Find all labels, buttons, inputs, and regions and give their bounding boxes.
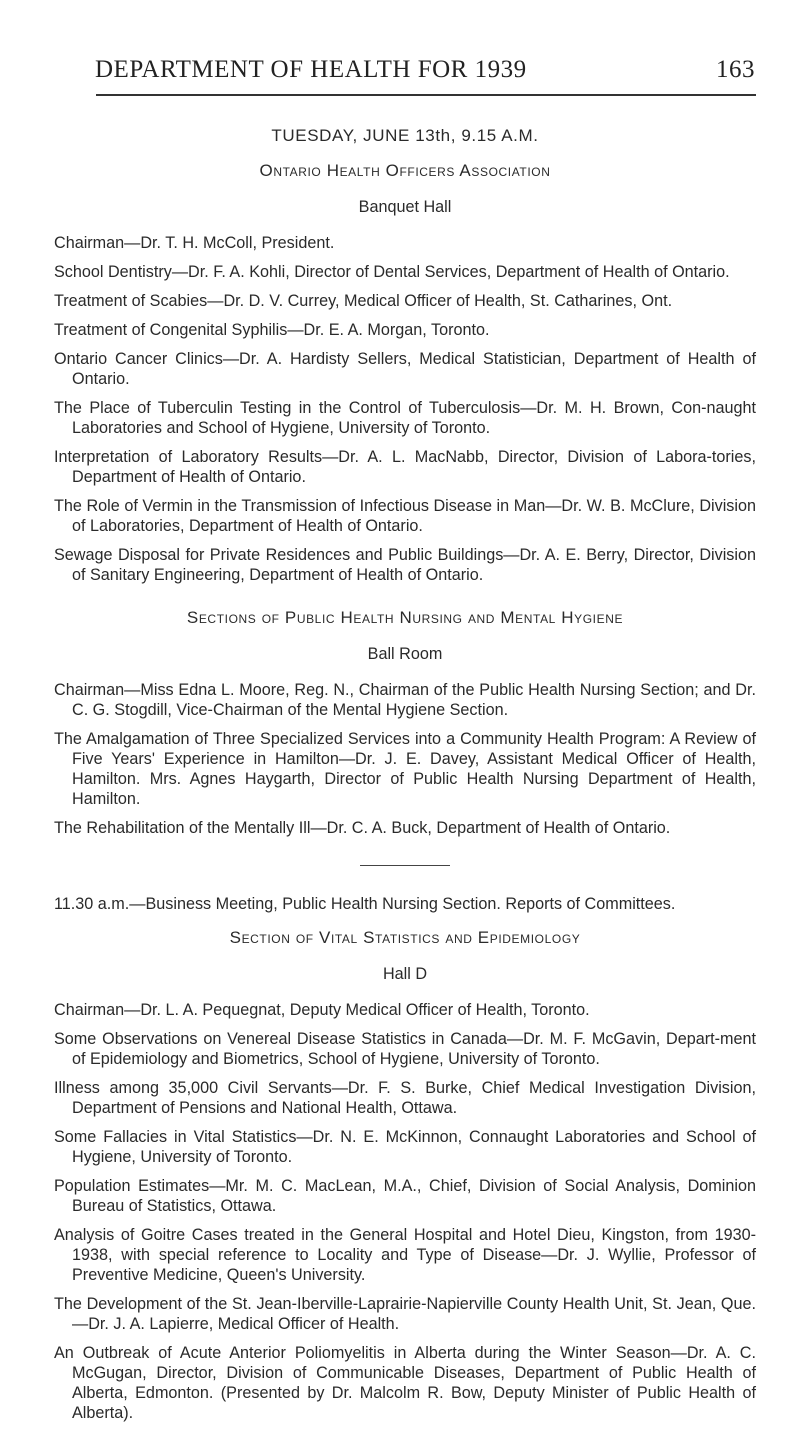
program-entry: Chairman—Miss Edna L. Moore, Reg. N., Chairman of the Public Health Nursing Section; and Dr. C. G. Stogdill, Vice-Chairman of the Mental Hygiene Section. [54,681,756,719]
program-entry: Analysis of Goitre Cases treated in the General Hospital and Hotel Dieu, Kingston, from 1930-1938, with special reference to Locality and Type of Disease—Dr. J. Wyllie, Professor of Preventive Medicine, Queen's University. [54,1226,756,1284]
page-number: 163 [716,56,755,83]
program-entry: An Outbreak of Acute Anterior Poliomyelitis in Alberta during the Winter Season—Dr. A. C. McGugan, Director, Division of Communicable Diseases, Department of Public Health of Alberta, Edmonton. (Presented by Dr. Malcolm R. Bow, Deputy Minister of Public Health of Alberta). [54,1344,756,1422]
session-org-heading: Sections of Public Health Nursing and Mental Hygiene [186,608,624,627]
program-entry: Treatment of Congenital Syphilis—Dr. E. A. Morgan, Toronto. [54,321,490,339]
program-entry: The Place of Tuberculin Testing in the Control of Tuberculosis—Dr. M. H. Brown, Con-naught Laboratories and School of Hygiene, University of Toronto. [54,399,756,437]
program-entry: Sewage Disposal for Private Residences and Public Buildings—Dr. A. E. Berry, Director, Division of Sanitary Engineering, Department of Health of Ontario. [54,546,756,584]
session-room: Hall D [382,965,428,983]
program-entry: Interpretation of Laboratory Results—Dr. A. L. MacNabb, Director, Division of Labora-tories, Department of Health of Ontario. [54,448,756,486]
program-entry: Chairman—Dr. L. A. Pequegnat, Deputy Medical Officer of Health, Toronto. [54,1001,590,1019]
session-room: Banquet Hall [358,198,452,216]
program-entry: The Rehabilitation of the Mentally Ill—Dr. C. A. Buck, Department of Health of Ontario. [54,819,671,837]
program-entry: Some Fallacies in Vital Statistics—Dr. N. E. McKinnon, Connaught Laboratories and School of Hygiene, University of Toronto. [54,1128,756,1166]
business-meeting-note: 11.30 a.m.—Business Meeting, Public Health Nursing Section. Reports of Committees. [54,895,676,913]
program-entry: Illness among 35,000 Civil Servants—Dr. F. S. Burke, Chief Medical Investigation Division, Department of Pensions and National Health, Ottawa. [54,1079,756,1117]
program-entry: Ontario Cancer Clinics—Dr. A. Hardisty Sellers, Medical Statistician, Department of Health of Ontario. [54,350,756,388]
program-entry: Population Estimates—Mr. M. C. MacLean, M.A., Chief, Division of Social Analysis, Dominion Bureau of Statistics, Ottawa. [54,1177,756,1215]
program-entry: The Amalgamation of Three Specialized Services into a Community Health Program: A Review of Five Years' Experience in Hamilton—Dr. J. E. Davey, Assistant Medical Officer of Health, Hamilton. Mrs. Agnes Haygarth, Director of Public Health Nursing Department of Health, Hamilton. [54,730,756,808]
program-entry: Treatment of Scabies—Dr. D. V. Currey, Medical Officer of Health, St. Catharines, Ont. [54,292,673,310]
program-entry: The Development of the St. Jean-Iberville-Laprairie-Napierville County Health Unit, St. Jean, Que.—Dr. J. A. Lapierre, Medical Officer of Health. [54,1295,756,1333]
header-rule [96,94,756,96]
page-body [54,126,756,1432]
program-entry: School Dentistry—Dr. F. A. Kohli, Director of Dental Services, Department of Health of Ontario. [54,263,730,281]
section-divider [360,865,450,866]
session-room: Ball Room [367,645,443,663]
program-entry: The Role of Vermin in the Transmission of Infectious Disease in Man—Dr. W. B. McClure, Division of Laboratories, Department of Health of Ontario. [54,497,756,535]
session-org-heading: Section of Vital Statistics and Epidemiology [229,928,581,947]
session-org-heading: Ontario Health Officers Association [259,161,551,180]
program-entry: Some Observations on Venereal Disease Statistics in Canada—Dr. M. F. McGavin, Depart-ment of Epidemiology and Biometrics, School of Hygiene, University of Toronto. [54,1030,756,1068]
program-entry: Chairman—Dr. T. H. McColl, President. [54,234,335,252]
header-title: DEPARTMENT OF HEALTH FOR 1939 [95,56,527,83]
day-heading: TUESDAY, JUNE 13th, 9.15 A.M. [271,126,539,145]
